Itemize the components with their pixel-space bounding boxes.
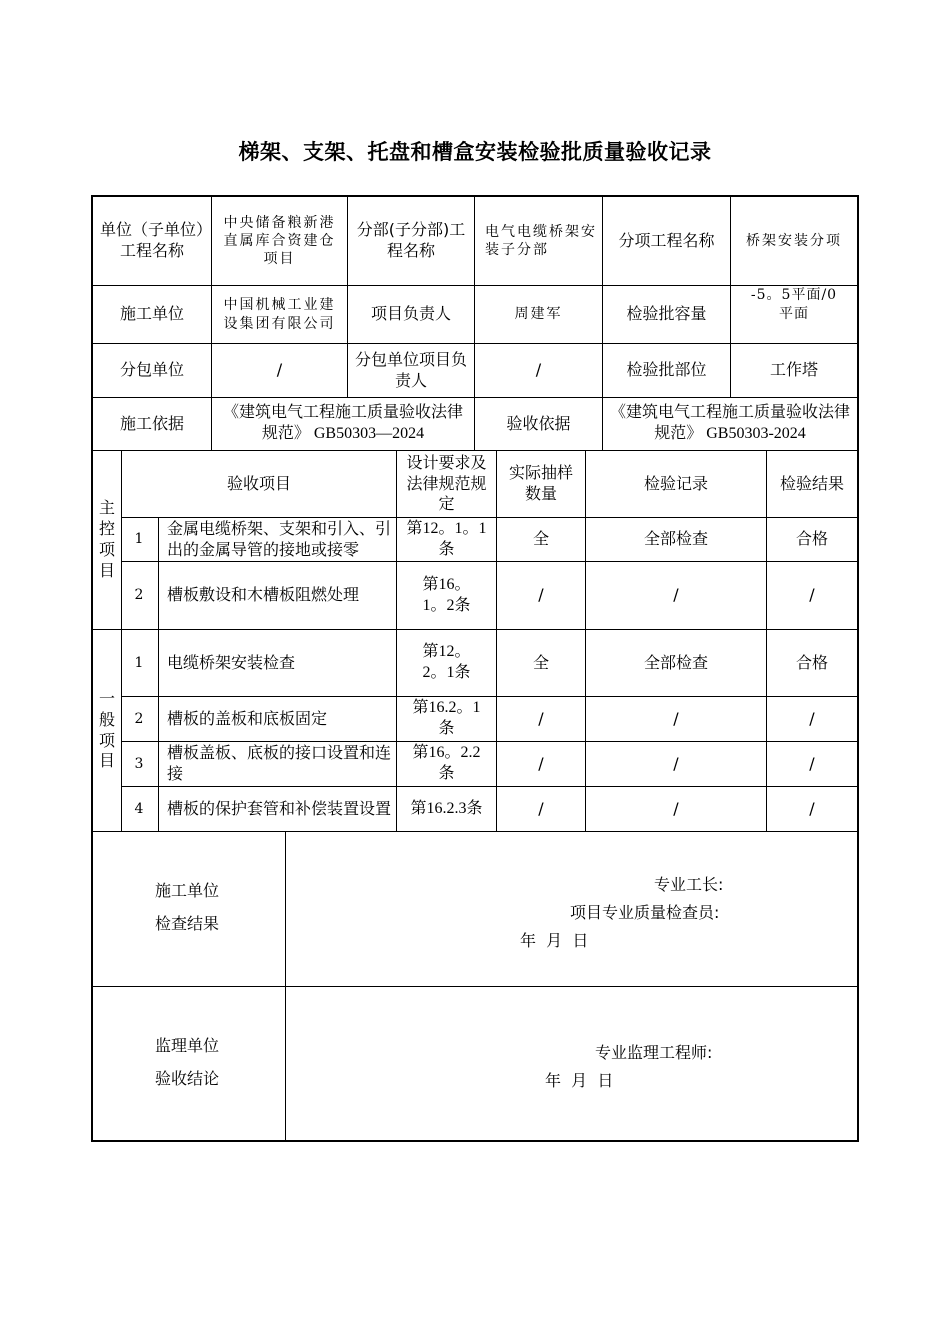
col-item-header: 验收项目: [226, 473, 291, 493]
main-row-1-design: 第12。1。1条: [406, 519, 487, 558]
sub-division-value: 电气电缆桥架安装子分部: [485, 223, 597, 258]
main-row-2-design: 第16。1。2条: [422, 575, 471, 614]
general-row-2-sample: /: [538, 708, 544, 728]
general-row-1-item: 电缆桥架安装检查: [167, 652, 296, 672]
manager-value: 周建军: [514, 306, 563, 323]
general-row-4-sample: /: [538, 798, 544, 818]
sub-division-label: 分部(子分部)工程名称: [356, 220, 466, 260]
supervision-label-2: 验收结论: [155, 1069, 220, 1088]
general-row-1-record: 全部检查: [643, 652, 708, 672]
general-row-1-no: 1: [134, 654, 146, 671]
general-row-3-design: 第16。2.2条: [412, 744, 481, 782]
general-row-1-result: 合格: [795, 652, 828, 672]
supervision-label-1: 监理单位: [155, 1036, 220, 1055]
general-row-3-no: 3: [134, 755, 146, 772]
manager-label: 项目负责人: [370, 304, 451, 324]
general-label: 一般项目: [98, 688, 115, 771]
main-row-2-sample: /: [538, 585, 544, 605]
construction-date: 年 月 日: [520, 931, 589, 950]
col-design-header: 设计要求及法律规范规定: [406, 452, 487, 514]
main-control-label: 主控项目: [98, 498, 115, 580]
general-row-3-item: 槽板盖板、底板的接口设置和连接: [167, 743, 392, 783]
main-row-2-item: 槽板敷设和木槽板阻燃处理: [167, 585, 360, 605]
position-label: 检验批部位: [626, 360, 707, 380]
item-project-value: 桥架安装分项: [746, 232, 842, 249]
foreman-signature: 专业工长:: [654, 875, 724, 894]
general-row-2-design: 第16.2。1条: [412, 699, 481, 737]
supervision-date: 年 月 日: [545, 1071, 614, 1090]
capacity-label: 检验批容量: [626, 304, 707, 324]
col-record-header: 检验记录: [643, 473, 708, 493]
item-project-label: 分项工程名称: [618, 230, 715, 250]
general-row-4-design: 第16.2.3条: [410, 799, 483, 817]
sub-manager-label: 分包单位项目负责人: [354, 349, 467, 390]
position-value: 工作塔: [769, 360, 818, 380]
main-row-1-result: 合格: [795, 529, 828, 549]
general-row-3-sample: /: [538, 753, 544, 773]
general-row-2-record: /: [673, 708, 679, 728]
general-row-2-result: /: [809, 708, 815, 728]
general-row-1-sample: 全: [532, 652, 549, 672]
main-row-1-record: 全部检查: [643, 529, 708, 549]
contractor-value: 中国机械工业建设集团有限公司: [223, 297, 336, 332]
main-row-2-no: 2: [134, 587, 146, 604]
construction-label-2: 检查结果: [155, 914, 220, 933]
capacity-value: -5。5平面/0平面: [750, 287, 838, 322]
general-row-4-record: /: [673, 798, 679, 818]
inspector-signature: 项目专业质量检查员:: [570, 903, 720, 922]
main-row-1-no: 1: [134, 531, 146, 548]
unit-label: 单位（子单位）工程名称: [99, 220, 204, 260]
col-result-header: 检验结果: [779, 473, 844, 493]
document-title: 梯架、支架、托盘和槽盒安装检验批质量验收记录: [238, 140, 712, 164]
general-row-4-result: /: [809, 798, 815, 818]
main-row-1-sample: 全: [532, 529, 549, 549]
subcontractor-value: /: [276, 360, 283, 380]
general-row-3-record: /: [673, 753, 679, 773]
contractor-label: 施工单位: [119, 304, 184, 324]
acceptance-label: 验收依据: [506, 413, 571, 433]
main-row-2-result: /: [809, 585, 815, 605]
unit-value: 中央储备粮新港直属库合资建仓项目: [223, 214, 336, 268]
general-row-3-result: /: [809, 753, 815, 773]
main-row-1-item: 金属电缆桥架、支架和引入、引出的金属导管的接地或接零: [167, 518, 392, 559]
general-row-2-item: 槽板的盖板和底板固定: [167, 708, 328, 728]
construction-label-1: 施工单位: [155, 881, 220, 900]
general-row-1-design: 第12。2。1条: [422, 643, 471, 681]
col-sample-header: 实际抽样数量: [508, 463, 573, 503]
basis-value: 《建筑电气工程施工质量验收法律规范》 GB50303—2024: [222, 404, 463, 442]
general-row-4-item: 槽板的保护套管和补偿装置设置: [167, 798, 392, 818]
main-row-2-record: /: [673, 585, 679, 605]
sub-manager-value: /: [535, 360, 542, 380]
general-row-4-no: 4: [134, 800, 146, 817]
engineer-signature: 专业监理工程师:: [595, 1043, 713, 1062]
general-row-2-no: 2: [134, 710, 146, 727]
basis-label: 施工依据: [119, 413, 184, 433]
acceptance-value: 《建筑电气工程施工质量验收法律规范》 GB50303-2024: [609, 404, 850, 442]
subcontractor-label: 分包单位: [119, 360, 184, 380]
